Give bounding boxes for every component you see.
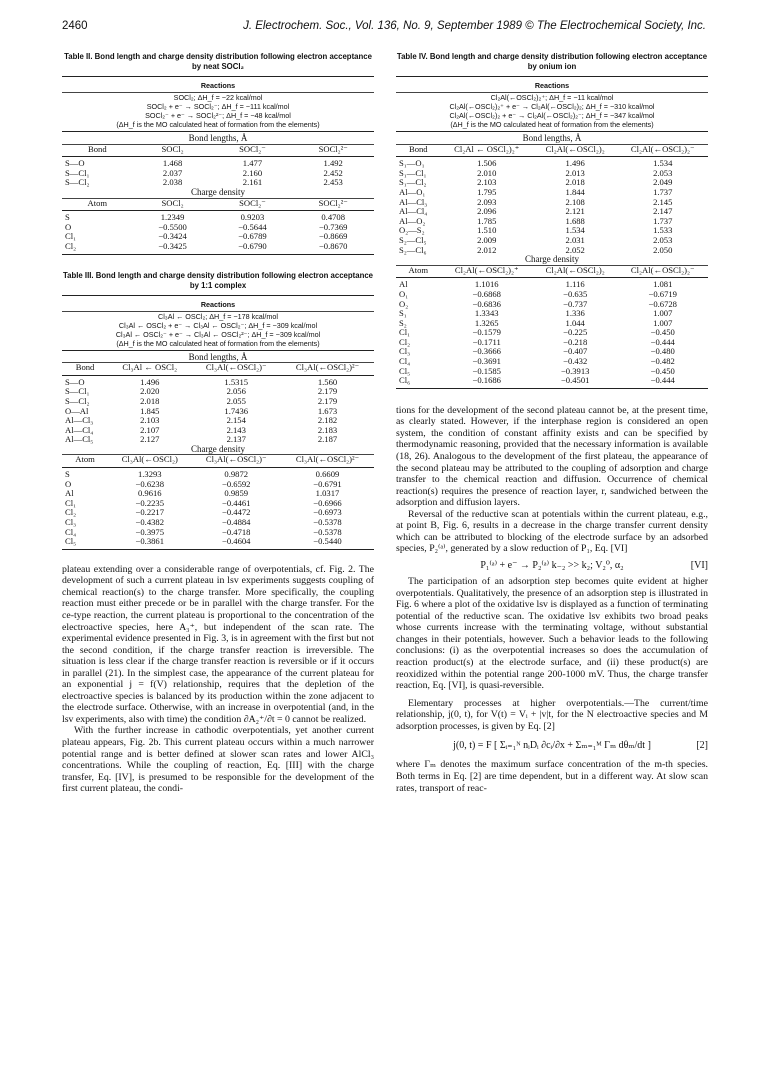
table-rule bbox=[396, 156, 708, 157]
reaction-line: (ΔH_f is the MO calculated heat of formation from the elements) bbox=[116, 338, 320, 348]
reaction-line: (ΔH_f is the MO calculated heat of formation from the elements) bbox=[116, 120, 320, 129]
table-cell: 2.053 bbox=[653, 167, 673, 178]
table-cell: Cl₆ bbox=[399, 375, 411, 386]
table-cell: Cl₂ bbox=[65, 240, 77, 251]
table-cell: 1.560 bbox=[317, 376, 338, 387]
table-rule bbox=[62, 295, 374, 296]
group-row bbox=[62, 445, 374, 455]
left-body-text bbox=[62, 564, 374, 795]
table-row bbox=[396, 376, 708, 386]
table-cell: 1.5315 bbox=[224, 376, 249, 387]
header-row bbox=[62, 363, 374, 373]
table-4 bbox=[396, 52, 708, 391]
table-caption: Table II. Bond length and charge density distribution following electron acceptance by neat SOCl₂ bbox=[64, 52, 372, 71]
table-cell: 2.453 bbox=[323, 177, 343, 188]
table-cell: Cl₅ bbox=[399, 365, 411, 376]
table-cell: −0.6791 bbox=[313, 478, 342, 489]
table-cell: S₂—Cl₆ bbox=[399, 244, 427, 255]
table-cell: −0.6868 bbox=[472, 288, 501, 299]
column-header: Atom bbox=[87, 197, 108, 208]
table-cell: −0.6238 bbox=[135, 478, 165, 489]
table-cell: −0.8670 bbox=[318, 240, 348, 251]
table-cell: 2.147 bbox=[653, 206, 673, 217]
table-cell: 1.0317 bbox=[315, 488, 340, 499]
table-cell: S—Cl₁ bbox=[65, 167, 90, 178]
table-rule bbox=[62, 76, 374, 77]
table-cell: S—Cl₂ bbox=[65, 395, 90, 406]
table-cell: −0.6966 bbox=[313, 497, 342, 508]
data-table bbox=[62, 134, 374, 257]
table-cell: 2.050 bbox=[653, 244, 673, 255]
table-row bbox=[62, 537, 374, 547]
group-row bbox=[396, 134, 708, 144]
column-header: Cl₃Al(←OSCl₂)⁻ bbox=[205, 454, 267, 465]
reactions-heading: Reactions bbox=[200, 299, 236, 309]
column-header: SOCl₂ bbox=[161, 197, 184, 208]
table-cell: 2.093 bbox=[477, 196, 497, 207]
column-header: SOCl₂⁻ bbox=[239, 143, 266, 154]
table-cell: S—Cl₂ bbox=[65, 177, 90, 188]
table-cell: 1.007 bbox=[653, 317, 673, 328]
reaction-line: Cl₂Al(←OSCl₂)₂⁺; ΔH_f = −11 kcal/mol bbox=[490, 93, 614, 102]
table-cell: O₁ bbox=[399, 288, 409, 299]
column-header: Atom bbox=[408, 264, 429, 275]
table-cell: −0.3666 bbox=[472, 346, 501, 357]
table-cell: −0.225 bbox=[563, 327, 588, 338]
table-cell: Cl₁ bbox=[399, 327, 411, 338]
table-cell: 1.534 bbox=[653, 158, 673, 169]
table-cell: 2.160 bbox=[242, 167, 263, 178]
table-cell: 2.010 bbox=[477, 167, 497, 178]
table-cell: 1.468 bbox=[162, 158, 183, 169]
table-cell: 2.143 bbox=[226, 424, 246, 435]
table-cell: 2.020 bbox=[140, 386, 160, 397]
table-rule bbox=[396, 131, 708, 132]
equation-number: [VI] bbox=[690, 559, 708, 571]
table-cell: 1.3343 bbox=[474, 308, 499, 319]
table-cell: 0.4708 bbox=[321, 212, 346, 223]
reactions-block bbox=[396, 76, 708, 132]
table-cell: 1.496 bbox=[565, 158, 585, 169]
table-cell: 2.052 bbox=[565, 244, 585, 255]
table-cell: S₁—O₁ bbox=[399, 158, 425, 169]
table-rule bbox=[396, 388, 708, 389]
table-cell: −0.6789 bbox=[238, 231, 267, 242]
table-cell: 1.1016 bbox=[474, 279, 499, 290]
reactions-block bbox=[62, 76, 374, 132]
table-cell: 1.795 bbox=[477, 186, 497, 197]
column-header: Cl₂Al(←OSCl₂)₂ bbox=[545, 264, 605, 275]
table-cell: −0.737 bbox=[563, 298, 588, 309]
column-header: SOCl₂ bbox=[161, 143, 184, 154]
table-cell: 1.844 bbox=[565, 186, 585, 197]
group-row bbox=[62, 353, 374, 363]
table-cell: −0.5500 bbox=[158, 221, 187, 232]
table-cell: −0.2217 bbox=[135, 507, 165, 518]
table-cell: 2.183 bbox=[317, 424, 338, 435]
table-cell: 2.452 bbox=[323, 167, 343, 178]
paragraph: tions for the development of the second plateau cannot be, at the present time, as clearly stated. However, if the interphase region is considered an open system, the condition of constant affinity exists and can be specified by thermodynamic reasoning, provided that the necessary information is available (18, 26). Analogous to the development of the first plateau, the appearance of the second plateau may be attributed to the coupling of adsorption and charge transfer to the chemical reaction and diffusion. Occurrence of chemical reaction(s) requires the presence of reaction layer, r, sandwiched between the adsorption and diffusion layers. bbox=[396, 404, 708, 509]
table-cell: 2.018 bbox=[140, 395, 160, 406]
table-cell: 0.9203 bbox=[240, 212, 265, 223]
table-cell: Al—O₁ bbox=[399, 186, 426, 197]
table-cell: O₂—S₂ bbox=[399, 225, 425, 236]
paragraph: plateau extending over a considerable range of overpotentials, cf. Fig. 2. The development of such a current plateau in lsv experiments suggests coupling of chemical reaction(s) to the charge transfer. More specifically, the coupling reaction must either precede or be in parallel with the charge transfer. For the ce-type reaction, the current plateau is proportional to the concentration of the electroactive species, here A₃⁺, but independent of the scan rate. The experimental evidence presented in Fig. 3, is in agreement with the first but not the second condition, if the charge transfer reaction is irreversible. The situation is less clear if the charge transfer reaction is reversible or if it occurs in parallel (21). In the simplest case, the appearance of the current plateau for an exponential j = f(V) relationship, requires that the depletion of the electroactive species is balanced by its production within the zone adjacent to the electrode surface. Otherwise, with an increase in overpotential (and, in the lsv experiments, also with time) the condition ∂A₂⁺/∂t = 0 cannot be realized. bbox=[62, 563, 374, 725]
table-cell: 1.044 bbox=[565, 317, 585, 328]
table-cell: −0.3913 bbox=[560, 365, 590, 376]
table-cell: −0.4382 bbox=[135, 517, 165, 528]
table-cell: 1.7436 bbox=[224, 405, 249, 416]
paragraph: With the further increase in cathodic overpotentials, yet another current plateau appears, Fig. 2b. This current plateau occurs within a much narrower potential range and is better defined at slower scan rates and lower AlCl₃ concentrations. While the coupling of reaction, Eq. [III] with the charge transfer, Eq. [IV], is presumed to be responsible for the development of the first current plateau, the condi- bbox=[62, 725, 374, 795]
table-cell: −0.4884 bbox=[222, 517, 251, 528]
table-cell: −0.4461 bbox=[222, 497, 251, 508]
group-row bbox=[62, 188, 374, 198]
table-cell: −0.3424 bbox=[158, 231, 187, 242]
table-cell: 2.107 bbox=[140, 424, 160, 435]
table-cell: −0.1711 bbox=[472, 336, 501, 347]
reaction-line: Cl₂Al(←OSCl₂)₂ + e⁻ → Cl₂Al(←OSCl₂)₂⁻; ΔH_f = −347 kcal/mol bbox=[449, 111, 655, 120]
column-header: Cl₃Al(←OSCl₂)⁻ bbox=[205, 362, 267, 373]
table-cell: O bbox=[65, 221, 72, 232]
data-table bbox=[396, 134, 708, 391]
table-cell: −0.1686 bbox=[472, 375, 501, 386]
reactions-heading: Reactions bbox=[534, 81, 570, 90]
table-cell: 2.055 bbox=[226, 395, 246, 406]
column-header: Cl₃Al(←OSCl₂) bbox=[121, 454, 178, 465]
table-cell: Al—Cl₄ bbox=[65, 424, 94, 435]
equation-body: P₁⁽ᵃ⁾ + e⁻ → P₂⁽ᵃ⁾ k₋₂ >> k₂; V₂⁰, α₂ bbox=[480, 559, 624, 571]
table-cell: Cl₄ bbox=[65, 526, 77, 537]
table-cell: Cl₁ bbox=[65, 231, 77, 242]
table-cell: 2.145 bbox=[653, 196, 673, 207]
reaction-line: Cl₃Al ← OSCl₂⁻ + e⁻ → Cl₃Al ← OSCl₂²⁻; ΔH_f = −309 kcal/mol bbox=[115, 329, 321, 339]
table-3 bbox=[62, 271, 374, 552]
table-cell: 1.3265 bbox=[474, 317, 499, 328]
table-cell: 2.056 bbox=[226, 386, 246, 397]
column-header: Cl₂Al(←OSCl₂)₂⁺ bbox=[454, 264, 519, 275]
group-heading: Charge density bbox=[190, 186, 246, 197]
table-caption: Table IV. Bond length and charge density distribution following electron acceptance by onium ion bbox=[396, 52, 708, 71]
column-header: Cl₃Al ← OSCl₂ bbox=[122, 362, 178, 373]
table-cell: 2.009 bbox=[477, 234, 497, 245]
table-caption: Table III. Bond length and charge density distribution following electron acceptance by 1:1 complex bbox=[62, 270, 374, 290]
left-column bbox=[62, 52, 374, 795]
table-cell: −0.482 bbox=[650, 356, 675, 367]
right-column bbox=[396, 52, 708, 794]
group-row bbox=[396, 255, 708, 265]
table-cell: −0.450 bbox=[650, 365, 675, 376]
table-cell: 0.9616 bbox=[137, 488, 162, 499]
table-cell: 2.096 bbox=[477, 206, 497, 217]
table-cell: 1.737 bbox=[653, 186, 673, 197]
reaction-line: (ΔH_f is the MO calculated heat of formation from the elements) bbox=[450, 120, 654, 129]
table-cell: −0.3861 bbox=[135, 536, 165, 547]
table-cell: 2.108 bbox=[565, 196, 585, 207]
reaction-line: Cl₂Al(←OSCl₂)₂⁺ + e⁻ → Cl₂Al(←OSCl₂)₂; ΔH_f = −310 kcal/mol bbox=[449, 102, 655, 111]
table-cell: 0.9872 bbox=[224, 469, 249, 480]
table-rule bbox=[396, 76, 708, 77]
paragraph: Reversal of the reductive scan at potentials within the current plateau, e.g., at point B, Fig. 6, results in a decrease in the charge transfer current density which can be attributed to blocking of the electrode surface by an adsorbed species, P₂⁽ᵃ⁾, generated by a slow reduction of P₁, Eq. [VI] bbox=[396, 508, 708, 555]
table-cell: 2.031 bbox=[565, 234, 585, 245]
table-cell: 1.845 bbox=[140, 405, 160, 416]
table-cell: 2.018 bbox=[565, 177, 585, 188]
reaction-line: Cl₃Al ← OSCl₂; ΔH_f = −178 kcal/mol bbox=[158, 311, 278, 321]
header-row bbox=[396, 266, 708, 276]
table-cell: −0.6836 bbox=[472, 298, 501, 309]
table-cell: S bbox=[65, 469, 70, 480]
table-cell: 1.336 bbox=[565, 308, 585, 319]
table-cell: 1.688 bbox=[565, 215, 585, 226]
table-cell: Al—Cl₄ bbox=[399, 206, 428, 217]
table-cell: −0.6719 bbox=[648, 288, 677, 299]
column-header: Bond bbox=[408, 143, 428, 154]
column-header: Cl₂Al(←OSCl₂)₂⁻ bbox=[630, 264, 695, 275]
table-cell: Al—O₂ bbox=[399, 215, 426, 226]
group-row bbox=[62, 134, 374, 144]
table-cell: S₁—Cl₂ bbox=[399, 177, 427, 188]
table-cell: 2.179 bbox=[317, 386, 338, 397]
page-number: 2460 bbox=[62, 20, 88, 32]
header-row bbox=[62, 145, 374, 155]
column-header: Cl₂Al(←OSCl₂)₂ bbox=[545, 143, 605, 154]
paragraph: The participation of an adsorption step becomes quite evident at higher overpotentials. Qualitatively, the presence of an adsorption step is illustrated in Fig. 6 where a plot of the oxidative lsv is displayed as a function of terminating potential of the reductive scan. The oxidative lsv exhibits two broad peaks whose currents increase with the terminating voltage, without substantial changes in their potentials, however. Such a behavior leads to the following conclusions: (i) as the overpotential increases so does the accumulation of reaction product(s) at the electrode surface, and (ii) these product(s) are reoxidized within the potential range 200-1000 mV. Thus, the charge transfer reaction, Eq. [VI], is quasi-reversible. bbox=[396, 576, 708, 692]
group-heading: Charge density bbox=[524, 254, 580, 265]
table-cell: 2.187 bbox=[317, 434, 338, 445]
table-cell: −0.3425 bbox=[158, 240, 187, 251]
table-cell: −0.432 bbox=[563, 356, 588, 367]
reaction-line: Cl₃Al ← OSCl₂ + e⁻ → Cl₃Al ← OSCl₂⁻; ΔH_f = −309 kcal/mol bbox=[118, 320, 318, 330]
table-cell: 1.673 bbox=[317, 405, 338, 416]
table-cell: −0.2235 bbox=[135, 497, 165, 508]
table-cell: 1.3293 bbox=[137, 469, 162, 480]
table-cell: Cl₃ bbox=[399, 346, 411, 357]
table-cell: 1.477 bbox=[242, 158, 263, 169]
table-cell: 2.182 bbox=[317, 415, 338, 426]
table-cell: −0.6728 bbox=[648, 298, 677, 309]
journal-citation: J. Electrochem. Soc., Vol. 136, No. 9, September 1989 © The Electrochemical Society, Inc. bbox=[243, 20, 706, 32]
table-cell: −0.3975 bbox=[135, 526, 165, 537]
table-cell: −0.4718 bbox=[222, 526, 251, 537]
table-cell: 1.534 bbox=[565, 225, 585, 236]
equation-number: [2] bbox=[696, 740, 708, 752]
table-cell: 1.533 bbox=[653, 225, 673, 236]
table-row bbox=[62, 242, 374, 252]
table-cell: −0.6790 bbox=[238, 240, 267, 251]
equation-body: j(0, t) = F [ Σᵢ₌₁ᴺ nᵢDᵢ ∂cᵢ/∂x + Σₘ₌₁ᴹ Γₘ dθₘ/dt ] bbox=[453, 740, 651, 752]
group-heading: Bond lengths, Å bbox=[188, 133, 248, 143]
table-cell: 2.049 bbox=[653, 177, 673, 188]
table-cell: 1.2349 bbox=[160, 212, 185, 223]
table-cell: Al bbox=[399, 279, 408, 290]
table-cell: −0.5378 bbox=[313, 517, 342, 528]
table-cell: −0.5378 bbox=[313, 526, 342, 537]
header-row bbox=[62, 455, 374, 465]
table-cell: 2.013 bbox=[565, 167, 585, 178]
table-cell: S₁ bbox=[399, 308, 407, 319]
table-cell: 0.9859 bbox=[224, 488, 249, 499]
table-cell: 2.103 bbox=[477, 177, 497, 188]
paragraph: where Γₘ denotes the maximum surface concentration of the m-th species. Both terms in Eq. [2] are time dependent, but in a different way. At slow scan rates, transport of reac- bbox=[396, 759, 708, 794]
table-cell: 2.103 bbox=[140, 415, 160, 426]
data-table bbox=[62, 353, 374, 552]
group-heading: Bond lengths, Å bbox=[522, 133, 582, 143]
table-cell: 1.506 bbox=[477, 158, 497, 169]
table-2 bbox=[62, 52, 374, 257]
column-header: Bond bbox=[88, 143, 107, 154]
table-cell: S bbox=[65, 212, 70, 223]
table-rule bbox=[62, 131, 374, 132]
table-cell: 2.038 bbox=[162, 177, 183, 188]
table-cell: Al bbox=[65, 488, 74, 499]
table-cell: −0.5644 bbox=[238, 221, 267, 232]
table-rule bbox=[62, 375, 374, 376]
table-rule bbox=[62, 254, 374, 255]
column-header: SOCl₂²⁻ bbox=[318, 143, 348, 154]
table-cell: −0.407 bbox=[563, 346, 588, 357]
column-header: Cl₂Al(←OSCl₂)₂⁻ bbox=[630, 143, 695, 154]
table-cell: 2.179 bbox=[317, 395, 338, 406]
table-cell: Cl₄ bbox=[399, 356, 411, 367]
table-rule bbox=[62, 350, 374, 351]
table-cell: 2.053 bbox=[653, 234, 673, 245]
reaction-line: SOCl₂ + e⁻ → SOCl₂⁻; ΔH_f = −111 kcal/mol bbox=[146, 102, 290, 111]
table-cell: 1.785 bbox=[477, 215, 497, 226]
reactions-heading: Reactions bbox=[200, 81, 236, 90]
table-cell: 1.737 bbox=[653, 215, 673, 226]
table-cell: −0.4472 bbox=[222, 507, 251, 518]
table-cell: −0.4604 bbox=[222, 536, 251, 547]
table-rule bbox=[62, 210, 374, 211]
reaction-line: SOCl₂⁻ + e⁻ → SOCl₂²⁻; ΔH_f = −48 kcal/mol bbox=[145, 111, 291, 120]
table-cell: 1.007 bbox=[653, 308, 673, 319]
table-rule bbox=[62, 156, 374, 157]
table-cell: 1.496 bbox=[140, 376, 160, 387]
table-cell: Cl₃ bbox=[65, 517, 77, 528]
table-cell: −0.444 bbox=[650, 336, 675, 347]
header-row bbox=[396, 145, 708, 155]
column-header: Atom bbox=[75, 454, 95, 465]
table-cell: −0.450 bbox=[650, 327, 675, 338]
table-cell: 2.161 bbox=[242, 177, 263, 188]
table-cell: −0.7369 bbox=[318, 221, 348, 232]
table-cell: 1.510 bbox=[477, 225, 497, 236]
table-cell: S—Cl₁ bbox=[65, 386, 90, 397]
group-heading: Bond lengths, Å bbox=[188, 351, 248, 362]
column-header: SOCl₂²⁻ bbox=[318, 197, 348, 208]
table-cell: −0.3691 bbox=[472, 356, 501, 367]
table-cell: −0.6973 bbox=[313, 507, 342, 518]
table-cell: O₂ bbox=[399, 298, 409, 309]
table-cell: −0.444 bbox=[650, 375, 675, 386]
table-cell: Cl₂ bbox=[399, 336, 411, 347]
right-body-text bbox=[396, 405, 708, 794]
table-cell: O bbox=[65, 478, 72, 489]
table-cell: −0.1585 bbox=[472, 365, 501, 376]
table-cell: 2.121 bbox=[565, 206, 585, 217]
column-header: Bond bbox=[75, 362, 95, 373]
table-cell: Al—Cl₅ bbox=[65, 434, 94, 445]
table-cell: −0.635 bbox=[563, 288, 588, 299]
table-cell: −0.1579 bbox=[472, 327, 501, 338]
table-cell: −0.480 bbox=[650, 346, 675, 357]
table-cell: 2.037 bbox=[162, 167, 183, 178]
table-cell: S—O bbox=[65, 158, 85, 169]
column-header: Cl₂Al ← OSCl₂)₂⁺ bbox=[454, 143, 520, 154]
table-cell: S—O bbox=[65, 376, 85, 387]
header-row bbox=[62, 199, 374, 209]
reactions-block bbox=[62, 295, 374, 351]
table-cell: −0.6592 bbox=[222, 478, 251, 489]
table-cell: 2.012 bbox=[477, 244, 497, 255]
table-cell: S₂—Cl₅ bbox=[399, 234, 427, 245]
reaction-line: SOCl₂; ΔH_f = −22 kcal/mol bbox=[173, 93, 263, 102]
table-cell: S₂ bbox=[399, 317, 407, 328]
table-cell: 0.6609 bbox=[315, 469, 340, 480]
column-header: SOCl₂⁻ bbox=[239, 197, 266, 208]
table-cell: −0.8669 bbox=[318, 231, 348, 242]
table-cell: Al—Cl₃ bbox=[399, 196, 428, 207]
table-cell: 1.492 bbox=[323, 158, 343, 169]
table-cell: Al—Cl₃ bbox=[65, 415, 94, 426]
table-cell: 2.127 bbox=[140, 434, 160, 445]
table-cell: Cl₁ bbox=[65, 497, 77, 508]
table-cell: 2.137 bbox=[226, 434, 246, 445]
table-cell: −0.218 bbox=[563, 336, 588, 347]
equation-vi bbox=[396, 560, 708, 571]
running-header bbox=[62, 20, 706, 42]
table-cell: 1.081 bbox=[653, 279, 673, 290]
table-cell: −0.5440 bbox=[313, 536, 342, 547]
table-rule bbox=[62, 549, 374, 550]
table-rule bbox=[396, 277, 708, 278]
column-header: Cl₃Al(←OSCl₂)²⁻ bbox=[295, 454, 360, 465]
paragraph: Elementary processes at higher overpotentials.—The current/time relationship, j(0, t), for V(t) = Vᵢ + |v|t, for the N electroactive species and M adsorption processes, is given by Eq. [2] bbox=[396, 697, 708, 732]
table-cell: S₁—Cl₁ bbox=[399, 167, 427, 178]
table-rule bbox=[62, 467, 374, 468]
table-cell: 2.154 bbox=[226, 415, 246, 426]
table-cell: O—Al bbox=[65, 405, 89, 416]
equation-2 bbox=[396, 740, 708, 751]
table-cell: Cl₅ bbox=[65, 536, 77, 547]
column-header: Cl₃Al(←OSCl₂)²⁻ bbox=[295, 362, 360, 373]
group-heading: Charge density bbox=[190, 443, 246, 454]
table-cell: −0.4501 bbox=[560, 375, 590, 386]
table-cell: 1.116 bbox=[565, 279, 585, 290]
table-cell: Cl₂ bbox=[65, 507, 77, 518]
